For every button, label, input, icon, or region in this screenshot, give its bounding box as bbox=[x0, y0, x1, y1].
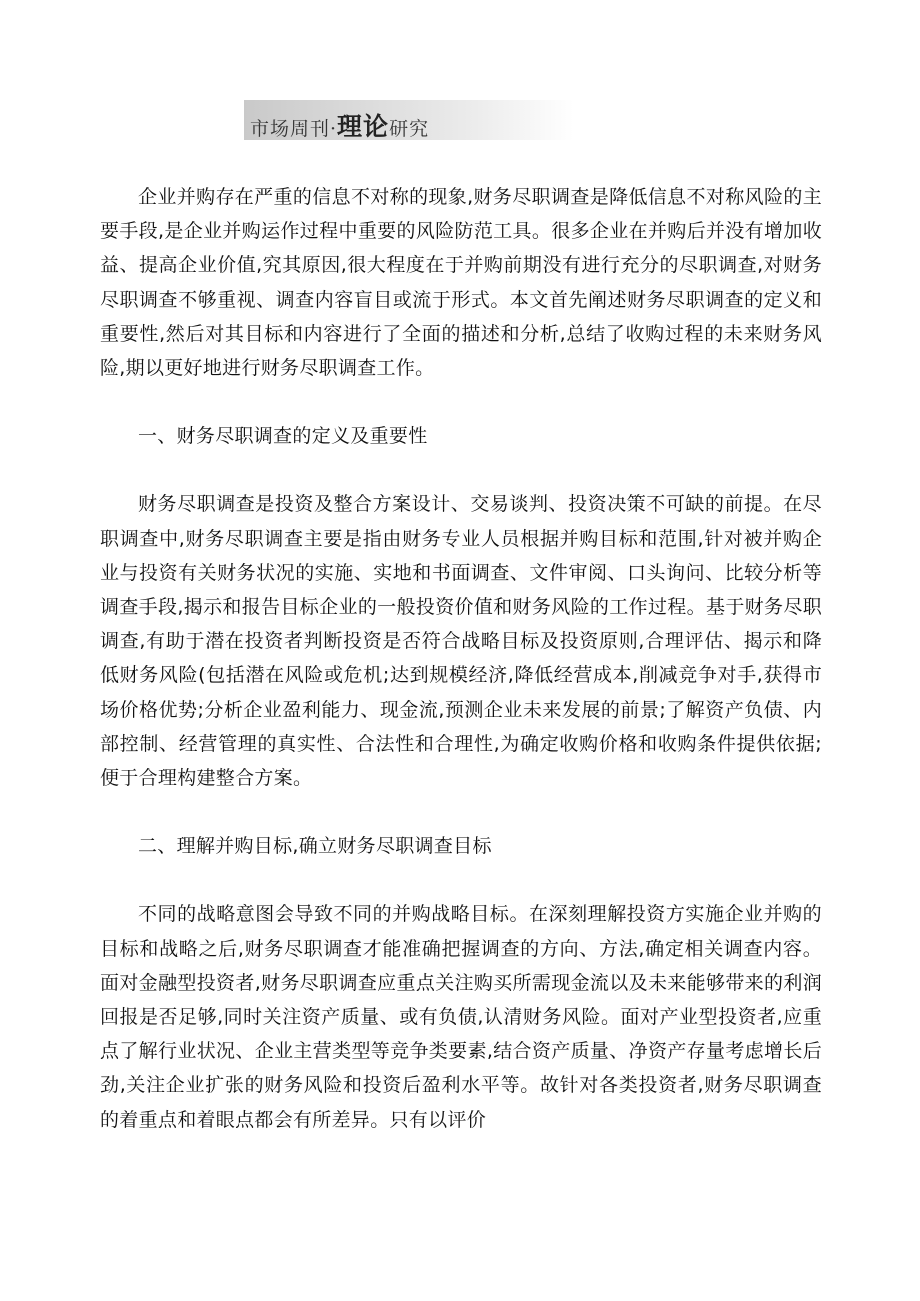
section-heading-1: 一、财务尽职调查的定义及重要性 bbox=[138, 425, 428, 448]
article-body bbox=[100, 180, 822, 1137]
section-suffix: 研究 bbox=[389, 118, 430, 140]
intro-paragraph: 企业并购存在严重的信息不对称的现象,财务尽职调查是降低信息不对称风险的主要手段,是企业并购运作过程中重要的风险防范工具。很多企业在并购后并没有增加收益、提高企业价值,究其原因,很大程度在于并购前期没有进行充分的尽职调查,对财务尽职调查不够重视、调查内容盲目或流于形式。本文首先阐述财务尽职调查的定义和重要性,然后对其目标和内容进行了全面的描述和分析,总结了收购过程的未来财务风险,期以更好地进行财务尽职调查工作。 bbox=[100, 186, 822, 380]
journal-header-title bbox=[250, 107, 429, 143]
journal-header-banner bbox=[244, 100, 574, 140]
section-emphasis: 理论 bbox=[337, 112, 390, 141]
section-heading-2: 二、理解并购目标,确立财务尽职调查目标 bbox=[138, 835, 492, 858]
section-2-paragraph: 不同的战略意图会导致不同的并购战略目标。在深刻理解投资方实施企业并购的目标和战略之后,财务尽职调查才能准确把握调查的方向、方法,确定相关调查内容。面对金融型投资者,财务尽职调查应重点关注购买所需现金流以及未来能够带来的利润回报是否足够,同时关注资产质量、或有负债,认清财务风险。面对产业型投资者,应重点了解行业状况、企业主营类型等竞争类要素,结合资产质量、净资产存量考虑增长后劲,关注企业扩张的财务风险和投资后盈利水平等。故针对各类投资者,财务尽职调查的着重点和着眼点都会有所差异。只有以评价 bbox=[100, 903, 822, 1131]
section-1-paragraph: 财务尽职调查是投资及整合方案设计、交易谈判、投资决策不可缺的前提。在尽职调查中,财务尽职调查主要是指由财务专业人员根据并购目标和范围,针对被并购企业与投资有关财务状况的实施、实地和书面调查、文件审阅、口头询问、比较分析等调查手段,揭示和报告目标企业的一般投资价值和财务风险的工作过程。基于财务尽职调查,有助于潜在投资者判断投资是否符合战略目标及投资原则,合理评估、揭示和降低财务风险(包括潜在风险或危机;达到规模经济,降低经营成本,削减竞争对手,获得市场价格优势;分析企业盈利能力、现金流,预测企业未来发展的前景;了解资产负债、内部控制、经营管理的真实性、合法性和合理性,为确定收购价格和收购条件提供依据;便于合理构建整合方案。 bbox=[100, 493, 822, 790]
journal-name: 市场周刊· bbox=[250, 118, 338, 140]
